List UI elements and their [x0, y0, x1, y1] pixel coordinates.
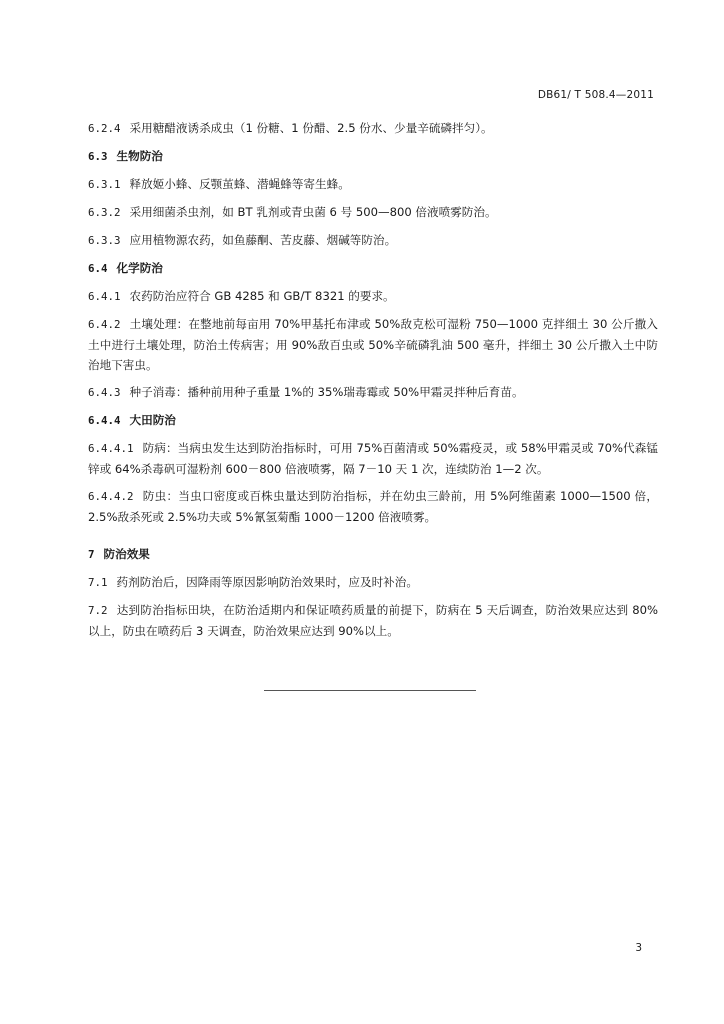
clause-number: 7.1: [88, 576, 108, 589]
standard-code: DB61/ T 508.4—2011: [537, 89, 654, 101]
clause-number: 6.3.1: [88, 178, 121, 191]
clause-6-2-4: [88, 118, 658, 139]
clause-number: 6.3.2: [88, 206, 121, 219]
heading-text: 防治效果: [103, 547, 150, 561]
clause-number: 7.2: [88, 604, 108, 617]
clause-6-3-3: [88, 230, 658, 251]
clause-text: 应用植物源农药，如鱼藤酮、苦皮藤、烟碱等防治。: [129, 233, 397, 247]
clause-text: 采用糖醋液诱杀成虫（1 份糖、1 份醋、2.5 份水、少量辛硫磷拌匀）。: [129, 121, 493, 135]
heading-6-3: [88, 146, 658, 167]
heading-7: [88, 544, 658, 565]
section-spacer: [88, 534, 658, 544]
clause-6-3-1: [88, 174, 658, 195]
heading-number: 6.3: [88, 150, 108, 163]
clause-7-2: [88, 600, 658, 641]
clause-7-1: [88, 572, 658, 593]
heading-text: 大田防治: [129, 413, 176, 427]
heading-number: 7: [88, 548, 95, 561]
clause-number: 6.4.3: [88, 386, 121, 399]
clause-number: 6.4.4.1: [88, 442, 134, 455]
clause-text: 药剂防治后，因降雨等原因影响防治效果时，应及时补治。: [116, 575, 418, 589]
clause-6-4-4-1: [88, 438, 658, 479]
clause-text: 种子消毒：播种前用种子重量 1%的 35%瑞毒霉或 50%甲霜灵拌种后育苗。: [129, 385, 524, 399]
clause-number: 6.3.3: [88, 234, 121, 247]
clause-text: 农药防治应符合 GB 4285 和 GB/T 8321 的要求。: [129, 289, 395, 303]
clause-number: 6.4.1: [88, 290, 121, 303]
clause-6-3-2: [88, 202, 658, 223]
clause-number: 6.2.4: [88, 122, 121, 135]
heading-6-4: [88, 258, 658, 279]
clause-number: 6.4.2: [88, 318, 121, 331]
clause-text: 土壤处理：在整地前每亩用 70%甲基托布津或 50%敌克松可湿粉 750—1000 克拌细土 30 公斤撒入土中进行土壤处理，防治土传病害；用 90%敌百虫或 50%辛硫磷乳油 500 毫升，拌细土 30 公斤撒入土中防治地下害虫。: [88, 317, 658, 372]
heading-number: 6.4: [88, 262, 108, 275]
clause-text: 防病：当病虫发生达到防治指标时，可用 75%百菌清或 50%霜疫灵，或 58%甲霜灵或 70%代森锰锌或 64%杀毒矾可湿粉剂 600－800 倍液喷雾，隔 7－10 天 1 次，连续防治 1—2 次。: [88, 441, 658, 476]
clause-text: 防虫：当虫口密度或百株虫量达到防治指标，并在幼虫三龄前，用 5%阿维菌素 1000—1500 倍，2.5%敌杀死或 2.5%功夫或 5%氰氢菊酯 1000－1200 倍液喷雾。: [88, 489, 658, 524]
clause-6-4-3: [88, 382, 658, 403]
clause-6-4-4-2: [88, 486, 658, 527]
clause-text: 释放姬小蜂、反颚茧蜂、潜蝇蜂等寄生蜂。: [129, 177, 350, 191]
clause-number: 6.4.4.2: [88, 490, 134, 503]
heading-text: 生物防治: [116, 149, 163, 163]
document-body: [88, 118, 658, 648]
page-number: 3: [635, 942, 642, 954]
heading-number: 6.4.4: [88, 414, 121, 427]
heading-text: 化学防治: [116, 261, 163, 275]
document-end-line: [264, 690, 476, 691]
clause-text: 采用细菌杀虫剂，如 BT 乳剂或青虫菌 6 号 500—800 倍液喷雾防治。: [129, 205, 497, 219]
clause-6-4-2: [88, 314, 658, 375]
heading-6-4-4: [88, 410, 658, 431]
clause-6-4-1: [88, 286, 658, 307]
clause-text: 达到防治指标田块，在防治适期内和保证喷药质量的前提下，防病在 5 天后调查，防治效果应达到 80%以上，防虫在喷药后 3 天调查，防治效果应达到 90%以上。: [88, 603, 658, 638]
